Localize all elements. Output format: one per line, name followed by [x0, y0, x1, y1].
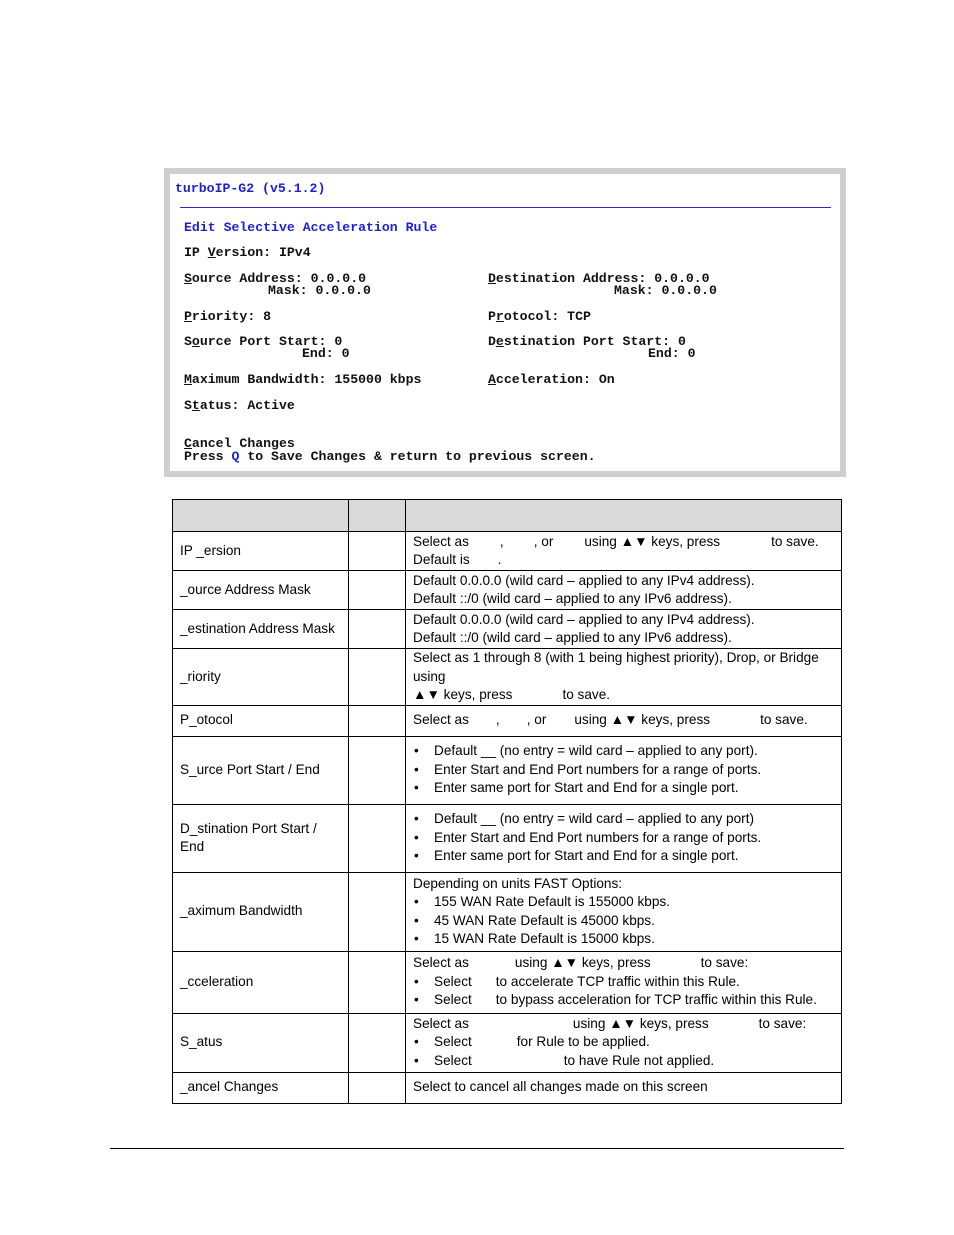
list-item: • 155 WAN Rate Default is 155000 kbps. — [413, 893, 834, 912]
list-item: • Enter same port for Start and End for a single port. — [413, 779, 834, 798]
table-row — [173, 532, 842, 571]
acceleration-field[interactable]: Acceleration: On — [488, 372, 615, 387]
list-item: • Enter Start and End Port numbers for a range of ports. — [413, 829, 834, 848]
list-item: • Default __ (no entry = wild card – applied to any port) — [413, 810, 834, 829]
command-cell — [349, 571, 406, 610]
screen-heading: Edit Selective Acceleration Rule — [184, 220, 438, 235]
source-port-start-field[interactable]: Source Port Start: 0 — [184, 334, 343, 349]
header-cell — [406, 500, 842, 532]
list-item: • Enter same port for Start and End for a single port. — [413, 847, 834, 866]
table-row — [173, 1013, 842, 1072]
description-cell: Select to cancel all changes made on this screen — [406, 1072, 842, 1103]
list-item: • 45 WAN Rate Default is 45000 kbps. — [413, 912, 834, 931]
param-cell: D_stination Port Start / End — [173, 804, 349, 872]
command-cell — [349, 610, 406, 649]
footer-divider — [110, 1148, 844, 1149]
table-row — [173, 804, 842, 872]
list-item: • Select for Rule to be applied. — [413, 1033, 834, 1052]
table-row — [173, 649, 842, 706]
description-cell — [406, 736, 842, 804]
source-mask-field[interactable]: Mask: 0.0.0.0 — [268, 283, 371, 298]
destination-mask-field[interactable]: Mask: 0.0.0.0 — [614, 283, 717, 298]
protocol-field[interactable]: Protocol: TCP — [488, 309, 591, 324]
destination-port-start-field[interactable]: Destination Port Start: 0 — [488, 334, 686, 349]
list-item: • 15 WAN Rate Default is 15000 kbps. — [413, 930, 834, 949]
description-cell: Select as , , or using ▲▼ keys, press to save. — [406, 705, 842, 736]
description-cell: Select as using ▲▼ keys, press to save: • Select for Rule to be applied. • Select to have Rule not applied. — [406, 1013, 842, 1072]
param-cell: _estination Address Mask — [173, 610, 349, 649]
param-cell: S_atus — [173, 1013, 349, 1072]
param-cell: _ancel Changes — [173, 1072, 349, 1103]
param-cell: _riority — [173, 649, 349, 706]
command-cell — [349, 705, 406, 736]
command-cell — [349, 532, 406, 571]
list-item: • Enter Start and End Port numbers for a range of ports. — [413, 761, 834, 780]
description-cell: Select as using ▲▼ keys, press to save: • Select to accelerate TCP traffic within this Rule. • Select to bypass acceleration for TCP traffic within this Rule. — [406, 951, 842, 1013]
header-cell — [173, 500, 349, 532]
command-cell — [349, 649, 406, 706]
list-item: • Select to accelerate TCP traffic within this Rule. — [413, 973, 834, 992]
destination-port-end-field[interactable]: End: 0 — [648, 346, 696, 361]
list-item: • Default __ (no entry = wild card – applied to any port). — [413, 742, 834, 761]
table-header-row — [173, 500, 842, 532]
source-port-end-field[interactable]: End: 0 — [302, 346, 350, 361]
terminal-title-rule — [180, 207, 831, 208]
param-cell: _aximum Bandwidth — [173, 872, 349, 951]
parameter-table — [172, 499, 842, 1104]
description-cell: Select as , , or using ▲▼ keys, press to save. Default is . — [406, 532, 842, 571]
cancel-changes-option[interactable]: Cancel Changes — [184, 436, 295, 451]
priority-field[interactable]: Priority: 8 — [184, 309, 272, 324]
table-row — [173, 1072, 842, 1103]
description-cell: Select as 1 through 8 (with 1 being highest priority), Drop, or Bridge using ▲▼ keys, press to save. — [406, 649, 842, 706]
param-cell: IP _ersion — [173, 532, 349, 571]
save-key: Q — [231, 449, 240, 464]
description-cell: Default 0.0.0.0 (wild card – applied to any IPv4 address). Default ::/0 (wild card – applied to any IPv6 address). — [406, 571, 842, 610]
table-row — [173, 571, 842, 610]
table-row — [173, 872, 842, 951]
command-cell — [349, 1072, 406, 1103]
save-instruction: Press Q to Save Changes & return to previous screen. — [184, 449, 596, 464]
command-cell — [349, 872, 406, 951]
terminal-screenshot — [164, 168, 846, 477]
list-item: • Select to have Rule not applied. — [413, 1052, 834, 1071]
command-cell — [349, 804, 406, 872]
command-cell — [349, 951, 406, 1013]
description-cell: Default 0.0.0.0 (wild card – applied to any IPv4 address). Default ::/0 (wild card – applied to any IPv6 address). — [406, 610, 842, 649]
table-row — [173, 951, 842, 1013]
param-cell: _cceleration — [173, 951, 349, 1013]
description-cell: Depending on units FAST Options: • 155 WAN Rate Default is 155000 kbps. • 45 WAN Rate Default is 45000 kbps. • 15 WAN Rate Default is 15000 kbps. — [406, 872, 842, 951]
list-item: • Select to bypass acceleration for TCP traffic within this Rule. — [413, 991, 834, 1010]
ip-version-field[interactable]: IP Version: IPv4 — [184, 245, 311, 260]
header-cell — [349, 500, 406, 532]
maximum-bandwidth-field[interactable]: Maximum Bandwidth: 155000 kbps — [184, 372, 422, 387]
table-row — [173, 705, 842, 736]
terminal-screen — [170, 174, 840, 471]
status-field[interactable]: Status: Active — [184, 398, 295, 413]
param-cell: P_otocol — [173, 705, 349, 736]
source-address-field[interactable]: Source Address: 0.0.0.0 — [184, 271, 367, 286]
command-cell — [349, 736, 406, 804]
command-cell — [349, 1013, 406, 1072]
param-cell: _ource Address Mask — [173, 571, 349, 610]
terminal-title: turboIP-G2 (v5.1.2) — [175, 181, 326, 196]
table-row — [173, 610, 842, 649]
param-cell: S_urce Port Start / End — [173, 736, 349, 804]
destination-address-field[interactable]: Destination Address: 0.0.0.0 — [488, 271, 710, 286]
description-cell — [406, 804, 842, 872]
table-row — [173, 736, 842, 804]
